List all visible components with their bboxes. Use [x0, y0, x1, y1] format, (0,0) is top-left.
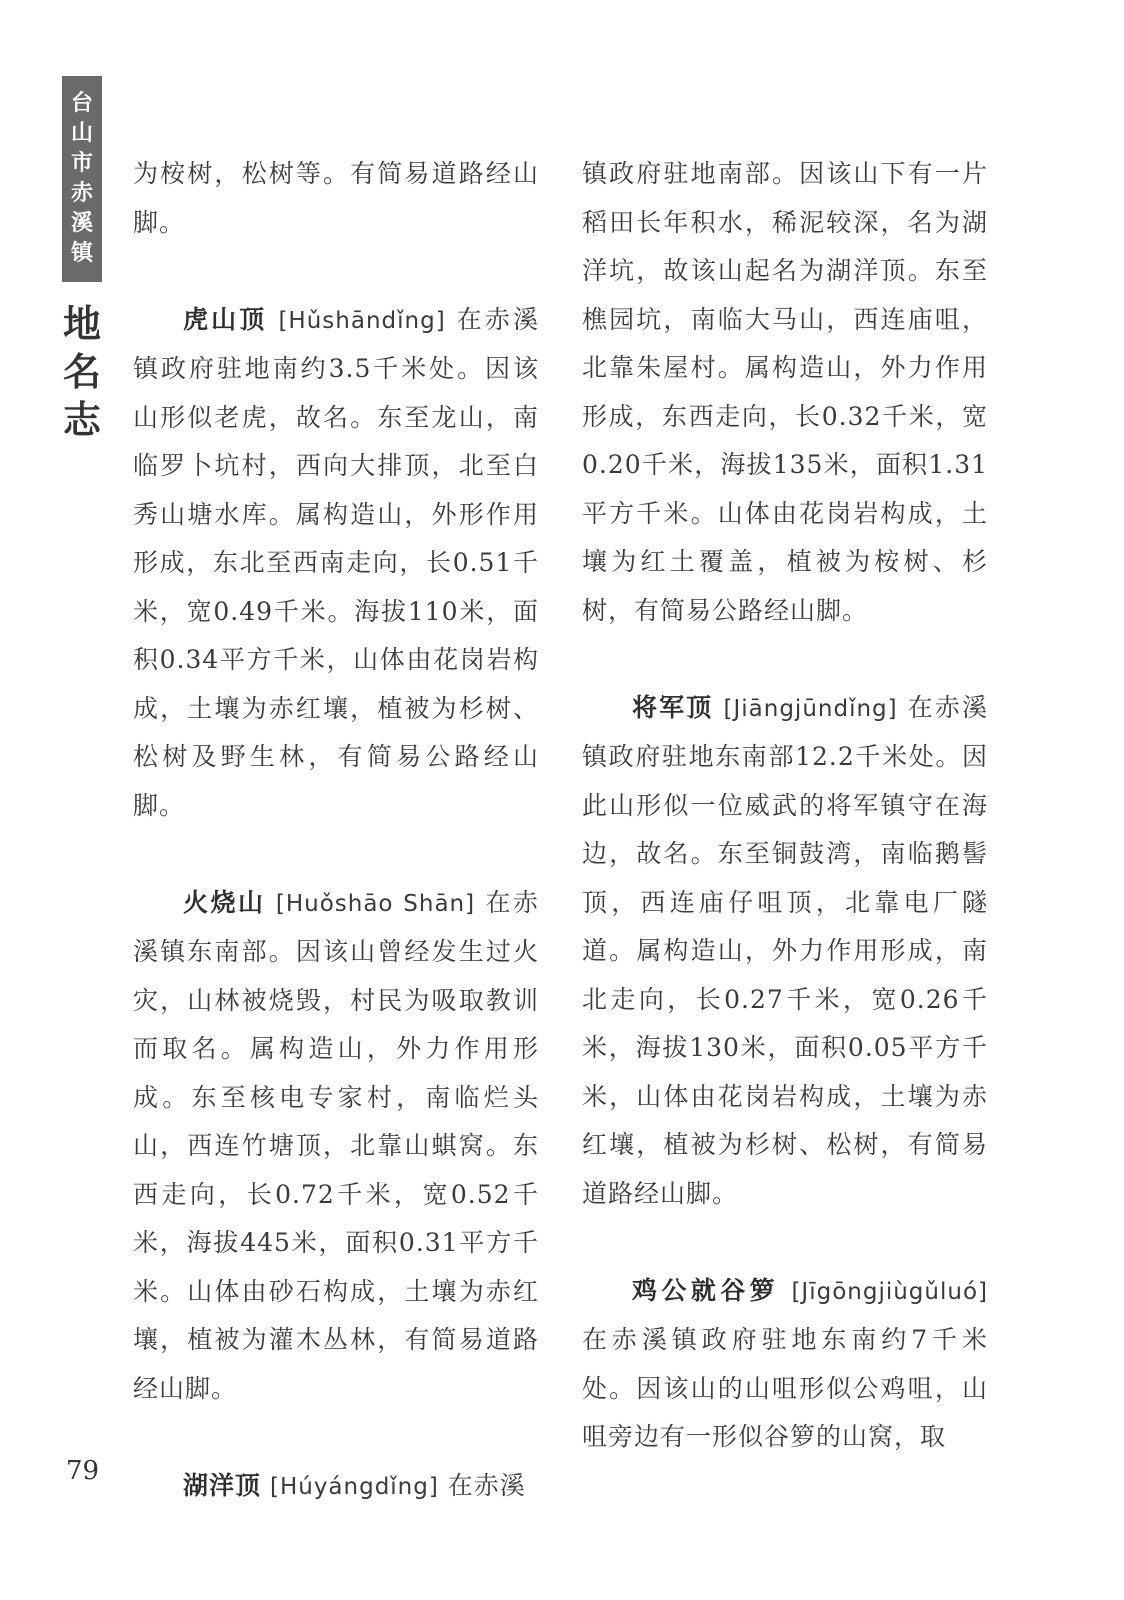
entry-pinyin: [Húyángdǐng]	[269, 1473, 439, 1500]
entry-text: 在赤溪镇东南部。因该山曾经发生过火灾，山林被烧毁，村民为吸取教训而取名。属构造山，外力作用形成。东至核电专家村，南临烂头山，西连竹塘顶，北靠山蜞窝。东西走向，长0.72千米，宽0.52千米，海拔445米，面积0.31平方千米。山体由砂石构成，土壤为赤红壤，植被为灌木丛林，有简易道路经山脚。	[133, 887, 539, 1403]
entry-jigongjiuguluo	[582, 1267, 988, 1462]
entry-hushanding	[133, 296, 539, 831]
entry-name: 虎山顶	[183, 304, 268, 334]
entry-huyangding	[133, 1462, 539, 1512]
entry-huoshaoshan	[133, 879, 539, 1414]
entry-name: 将军顶	[632, 692, 714, 722]
entry-text: 在赤溪	[447, 1470, 526, 1500]
entry-jiangjunding	[582, 684, 988, 1219]
entry-name: 湖洋顶	[183, 1470, 262, 1500]
entry-pinyin: [Jiāngjūndǐng]	[723, 695, 898, 722]
left-column	[133, 150, 539, 1511]
continuation-text: 为桉树，松树等。有简易道路经山脚。	[133, 159, 539, 237]
entry-pinyin: [Huǒshāo Shān]	[275, 890, 476, 917]
entry-pinyin: [Hǔshāndǐng]	[278, 307, 446, 334]
entry-pinyin: [Jīgōngjiùgǔluó]	[791, 1278, 988, 1305]
entry-text: 在赤溪镇政府驻地东南部12.2千米处。因此山形似一位威武的将军镇守在海边，故名。东至铜鼓湾，南临鹅髻顶，西连庙仔咀顶，北靠电厂隧道。属构造山，外力作用形成，南北走向，长0.27千米，宽0.26千米，海拔130米，面积0.05平方千米，山体由花岗岩构成，土壤为赤红壤，植被为杉树、松树，有简易道路经山脚。	[582, 692, 988, 1208]
entry-name: 火烧山	[183, 887, 266, 917]
entry-name: 鸡公就谷箩	[632, 1275, 780, 1305]
entry-text: 在赤溪镇政府驻地南约3.5千米处。因该山形似老虎，故名。东至龙山，南临罗卜坑村，西向大排顶，北至白秀山塘水库。属构造山，外形作用形成，东北至西南走向，长0.51千米，宽0.49千米。海拔110米，面积0.34平方千米，山体由花岗岩构成，土壤为赤红壤，植被为杉树、松树及野生林，有简易公路经山脚。	[133, 304, 539, 820]
right-column	[582, 150, 988, 1462]
entry-text: 在赤溪镇政府驻地东南约7千米处。因该山的山咀形似公鸡咀，山咀旁边有一形似谷箩的山窝，取	[582, 1325, 988, 1451]
section-title: 地名志	[62, 302, 101, 442]
page-number: 79	[66, 1456, 100, 1486]
book-title-band: 台山市赤溪镇	[62, 76, 102, 282]
continuation-text: 镇政府驻地南部。因该山下有一片稻田长年积水，稀泥较深，名为湖洋坑，故该山起名为湖洋顶。东至樵园坑，南临大马山，西连庙咀，北靠朱屋村。属构造山，外力作用形成，东西走向，长0.32千米，宽0.20千米，海拔135米，面积1.31平方千米。山体由花岗岩构成，土壤为红土覆盖，植被为桉树、杉树，有简易公路经山脚。	[582, 159, 988, 625]
